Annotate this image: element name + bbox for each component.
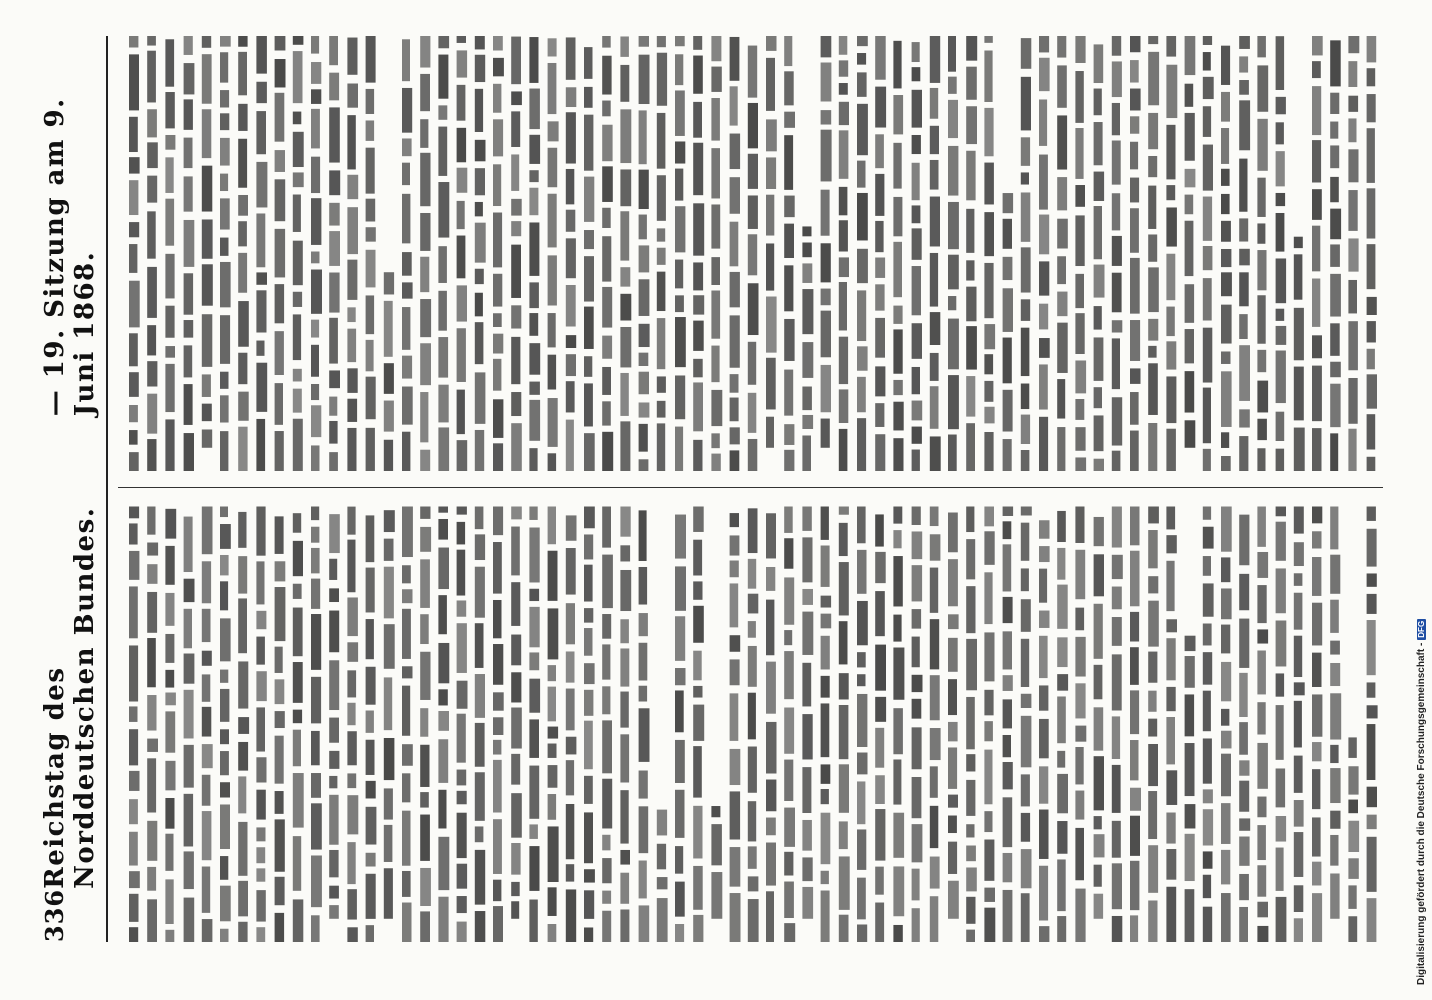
right-column (118, 36, 1383, 489)
running-title-right: — 19. Sitzung am 9. Juni 1868. (40, 97, 100, 417)
page-header (40, 36, 108, 942)
funding-note-text: Digitalisierung gefördert durch die Deutsche Forschungsgemeinschaft - (1416, 642, 1427, 985)
page-number: 336 (40, 888, 69, 942)
right-column-text (118, 36, 1383, 472)
text-columns (118, 36, 1383, 942)
left-column (118, 507, 1383, 943)
dfg-funding-note (1416, 619, 1427, 985)
running-title-left: Reichstag des Norddeutschen Bundes. (40, 506, 100, 889)
left-column-text (118, 507, 1383, 943)
dfg-badge: DFG (1417, 620, 1426, 638)
